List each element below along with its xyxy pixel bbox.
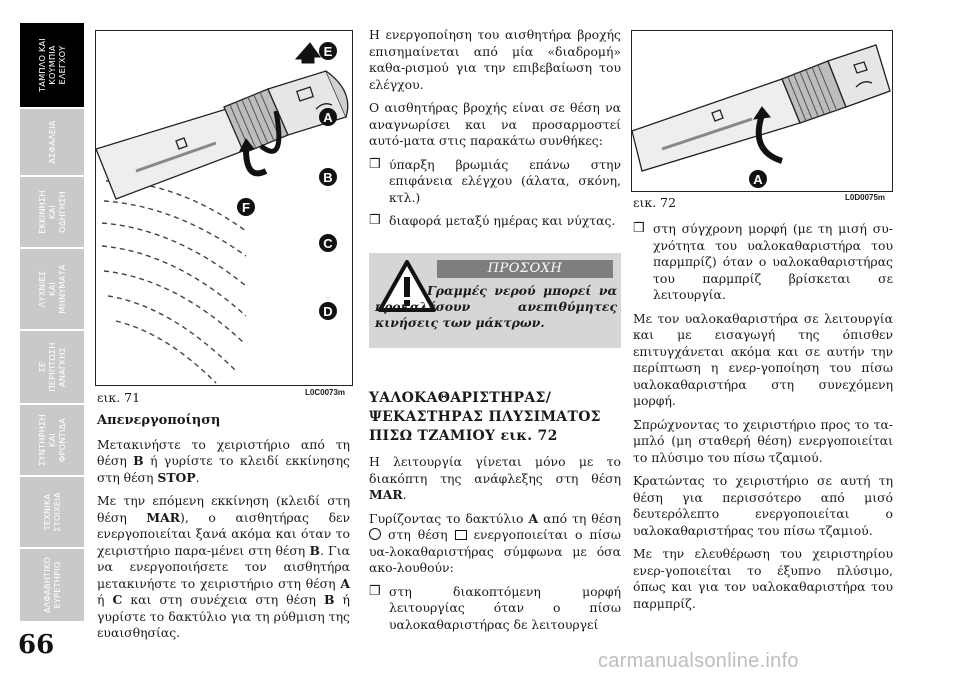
chapter-sidebar — [0, 0, 84, 677]
warning-text: Γραμμές νερού μπορεί να προκαλέσουν ανεπιθύμητες κινήσεις των μάκτρων. — [375, 283, 617, 330]
chapter-tab-index[interactable] — [20, 548, 84, 622]
bullet-item: ❒ στη διακοπτόμενη μορφή λειτουργίας όταν ο πίσω υαλοκαθαριστήρας δε λειτουργεί — [369, 583, 621, 632]
watermark: carmanualsonline.info — [598, 650, 799, 672]
paragraph: Με την ελευθέρωση του χειριστηρίου ενερ-γοποιείται το έξυπνο πλύσιμο, όπως και για τον υαλοκαθαριστήρα του παρμπρίζ. — [633, 546, 893, 611]
rear-wiper-icon — [455, 530, 467, 540]
paragraph: Κρατώντας το χειριστήριο σε αυτή τη θέση για περισσότερο από μισό δευτερόλεπτο ενεργοποιείται ο υαλοκαθαριστήρας του πίσω τζαμιού. — [633, 473, 893, 538]
chapter-tab-label: ΑΛΦΑΒΗΤΙΚΟ ΕΥΡΕΤΗΡΙΟ — [42, 556, 62, 614]
bullet-item: ❒ διαφορά μεταξύ ημέρας και νύχτας. — [369, 213, 616, 228]
chapter-tab-starting-driving[interactable] — [20, 176, 84, 248]
column-2 — [369, 27, 621, 237]
chapter-tab-lights-messages[interactable] — [20, 248, 84, 330]
paragraph: Η λειτουργία γίνεται μόνο με το διακόπτη της ανάφλεξης στη θέση MAR. — [369, 454, 621, 502]
bullet-item: ❒ στη σύγχρονη μορφή (με τη μισή συ-χνότητα του υαλοκαθαριστήρα του παρμπρίζ) όταν ο υαλοκαθαριστήρας του παρμπρίζ βρίσκεται σε λειτουργία. — [633, 221, 893, 302]
figure-72-caption: εικ. 72 — [633, 195, 677, 210]
figure-71-wiper-stalk — [95, 30, 353, 386]
chapter-tab-label: ΑΣΦΑΛΕΙΑ — [47, 120, 57, 164]
bullet-item: ❒ ύπαρξη βρωμιάς επάνω στην επιφάνεια ελέγχου (άλατα, σκόνη, κτλ.) — [369, 156, 621, 205]
checkbox-bullet-icon: ❒ — [369, 156, 381, 172]
warning-title: ΠΡΟΣΟΧΗ — [437, 260, 613, 278]
label-C: C — [323, 236, 333, 251]
chapter-tab-technical-data[interactable] — [20, 476, 84, 548]
section-heading-deactivation: Απενεργοποίηση — [97, 413, 221, 428]
chapter-tab-label: ΣΕ ΠΕΡΙΠΤΩΣΗ ΑΝΑΓΚΗΣ — [37, 342, 67, 392]
label-B: B — [323, 170, 333, 185]
paragraph: Ο αισθητήρας βροχής είναι σε θέση να αναγνωρίσει και να προσαρμοστεί αυτό-ματα στις παρακάτω συνθήκες: — [369, 100, 621, 148]
figure-71-illustration — [96, 31, 352, 385]
label-A: A — [753, 172, 763, 187]
column-1 — [97, 413, 350, 649]
chapter-tab-emergency[interactable] — [20, 330, 84, 404]
column-3 — [633, 221, 893, 619]
checkbox-bullet-icon: ❒ — [369, 583, 381, 599]
chapter-tab-label: ΛΥΧΝΙΕΣ ΚΑΙ ΜΗΝΥΜΑΤΑ — [37, 264, 67, 314]
column-2-lower — [369, 389, 621, 640]
figure-71-code: L0C0073m — [305, 388, 346, 397]
paragraph: Σπρώχνοντας το χειριστήριο προς το τα-μπλό (μη σταθερή θέση) ενεργοποιείται το πλύσιμο του πίσω τζαμιού. — [633, 416, 893, 465]
label-E: E — [323, 44, 333, 59]
label-A: A — [323, 110, 333, 125]
checkbox-bullet-icon: ❒ — [369, 213, 381, 228]
chapter-tab-safety[interactable] — [20, 108, 84, 176]
figure-72-code: L0D0075m — [845, 193, 886, 202]
paragraph: Μετακινήστε το χειριστήριο από τη θέση B ή γυρίστε το κλειδί εκκίνησης στη θέση STOP. — [97, 436, 350, 485]
warning-box — [369, 253, 621, 348]
page-number: 66 — [18, 630, 55, 660]
chapter-tab-label: ΤΑΜΠΛΟ ΚΑΙ ΚΟΥΜΠΙΑ ΕΛΕΓΧΟΥ — [37, 38, 67, 92]
off-position-icon — [369, 528, 381, 540]
section-title-rear-wiper: ΥΑΛΟΚΑΘΑΡΙΣΤΗΡΑΣ/ ΨΕΚΑΣΤΗΡΑΣ ΠΛΥΣΙΜΑΤΟΣ ΠΙΣΩ ΤΖΑΜΙΟΥ εικ. 72 — [369, 390, 601, 444]
paragraph: Με την επόμενη εκκίνηση (κλειδί στη θέση MAR), ο αισθητήρας δεν ενεργοποιείται ξανά ακόμα και όταν το χειριστήριο παρα-μένει στη θέση B. Για να ενεργοποιήσετε τον αισθητήρα μετακινήστε το χειριστήριο στη θέση A ή C και στη συνέχεια στη θέση B ή γυρίστε το δακτύλιο για τη ρύθμιση της ευαισθησίας. — [97, 493, 351, 640]
figure-71-caption: εικ. 71 — [97, 390, 141, 405]
label-F: F — [242, 200, 250, 215]
chapter-tab-label: ΤΕΧΝΙΚΑ ΣΤΟΙΧΕΙΑ — [42, 492, 62, 532]
figure-72-rear-wiper-stalk — [631, 30, 893, 192]
paragraph: Η ενεργοποίηση του αισθητήρα βροχής επισημαίνεται από μία «διαδρομή» καθα-ρισμού για την επιβεβαίωση του ελέγχου. — [369, 27, 621, 92]
checkbox-bullet-icon: ❒ — [633, 221, 645, 236]
figure-72-illustration — [632, 31, 892, 191]
chapter-tab-dashboard[interactable] — [20, 22, 84, 108]
chapter-tab-label: ΣΥΝΤΗΡΗΣΗ ΚΑΙ ΦΡΟΝΤΙΔΑ — [37, 414, 67, 466]
paragraph: Γυρίζοντας το δακτύλιο A από τη θέση στη θέση ενεργοποιείται ο πίσω υα-λοκαθαριστήρας σύμφωνα με όσα ακο-λουθούν: — [369, 510, 622, 575]
label-D: D — [323, 304, 333, 319]
chapter-tab-label: ΕΚΚΙΝΗΣΗ ΚΑΙ ΟΔΗΓΗΣΗ — [37, 190, 67, 234]
chapter-tab-maintenance[interactable] — [20, 404, 84, 476]
paragraph: Με τον υαλοκαθαριστήρα σε λειτουργία και με εισαγωγή της όπισθεν επιτυγχάνεται ακόμα και σε αυτήν την περίπτωση η ενερ-γοποίηση του πίσω υαλοκαθαριστήρα στη συνεχόμενη μορφή. — [633, 310, 893, 408]
